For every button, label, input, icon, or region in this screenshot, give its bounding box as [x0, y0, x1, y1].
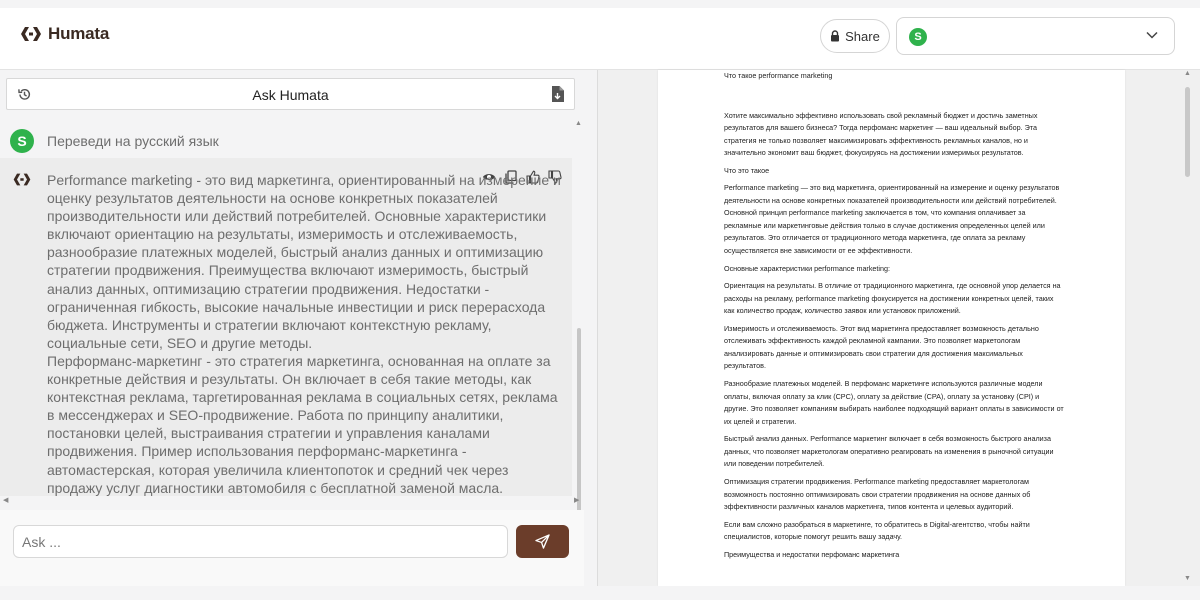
ask-humata-bar: [6, 78, 575, 110]
document-viewer: [597, 70, 1200, 586]
send-icon: [535, 534, 550, 549]
user-message-text: Переведи на русский язык: [47, 133, 219, 149]
send-button[interactable]: [516, 525, 569, 558]
chat-panel: [0, 70, 596, 586]
brand[interactable]: [20, 24, 109, 44]
doc-paragraph: Разнообразие платежных моделей. В перфоманс маркетинге используются различные модели оплаты, включая оплату за клик (CPC), оплату за действие (CPA), оплату за установку (CPI) и другие. Это позволяет компаниям выбирать наиболее подходящий вариант оплаты в зависимости от их целей и стратегии.: [724, 379, 1064, 426]
document-avatar: S: [909, 28, 927, 46]
pdf-export-icon[interactable]: [551, 86, 564, 102]
doc-paragraph: Если вам сложно разобраться в маркетинге, то обратитесь в Digital-агентство, чтобы найти специалистов, которые помогут решить вашу задачу.: [724, 519, 1030, 542]
doc-paragraph: Основные характеристики performance marketing:: [724, 263, 891, 273]
answer-paragraph: Performance marketing - это вид маркетинга, ориентированный на измерение и оценку результатов деятельности на основе конкретных показателей производительности или действий потребителей. Основные характеристики включают ориентацию на результаты, измеримость и отслеживаемость, разнообразие платежных моделей, быстрый анализ данных и оптимизацию стратегии продвижения. Преимущества включают измеримость, быстрый анализ данных, оптимизацию стратегии продвижения. Недостатки - ограниченная гибкость, высокие начальные инвестиции и риск перерасхода бюджета. Инструменты и стратегии включают контекстную рекламу, социальные сети, SEO и другие методы.: [47, 172, 561, 351]
assistant-message: [0, 158, 572, 496]
scroll-up-arrow-icon[interactable]: ▲: [575, 120, 582, 127]
chat-input-area: [0, 510, 584, 586]
brand-name: Humata: [48, 24, 110, 43]
doc-paragraph: Performance marketing — это вид маркетинга, ориентированный на измерение и оценку результатов деятельности на основе конкретных показателей производительности или действий потребителей. Основной принцип performance marketing заключается в том, что компания оплачивает за рекламные или маркетинговые действия только в случае достижения определенных целей или результатов. Это отличается от традиционного метода маркетинга, где оплата за рекламу осуществляется вне зависимости от ее эффективности.: [724, 183, 1060, 255]
humata-bot-icon: [12, 172, 32, 187]
share-button[interactable]: [820, 19, 890, 53]
doc-scroll-up-arrow-icon[interactable]: ▲: [1184, 70, 1191, 77]
document-scrollbar[interactable]: [1183, 70, 1193, 586]
user-message: [0, 122, 572, 158]
doc-paragraph: Измеримость и отслеживаемость. Этот вид маркетинга предоставляет возможность детально отслеживать эффективность каждой рекламной кампании. Это позволяет маркетологам анализировать данные и оптимизировать свои стратегии для достижения максимальных результатов.: [724, 323, 1039, 371]
answer-paragraph: Перформанс-маркетинг - это стратегия маркетинга, основанная на оплате за конкретные действия и результаты. Он включает в себя такие методы, как контекстная реклама, таргетированная реклама в социальных сетях, реклама в мессенджерах и SEO-продвижение. Работа по принципу аналитики, постановки целей, выстраивания стратегии и управления каналами продвижения. Пример использования перформанс-маркетинга - автомастерская, которая увеличила клиентопоток и средний чек через продажу услуг диагностики автомобиля с бесплатной заменой масла.: [47, 352, 558, 496]
share-label: Share: [845, 28, 880, 44]
chat-horizontal-scrollbar[interactable]: [0, 496, 584, 506]
document-page: [658, 70, 1125, 586]
doc-paragraph: Хотите максимально эффективно использовать свой рекламный бюджет и достичь заметных результатов для вашего бизнеса? Тогда перфоманс маркетинг — ваш идеальный выбор. Эта стратегия не только позволяет максимизировать эффективность рекламных каналов, но и значительно экономит ваш бюджет, фокусируясь на достижении измеримых результатов.: [724, 110, 1038, 157]
doc-paragraph: Преимущества и недостатки перфоманс маркетинга: [724, 549, 900, 559]
document-scrollbar-thumb[interactable]: [1185, 87, 1190, 177]
doc-paragraph: Быстрый анализ данных. Performance маркетинг включает в себя возможность быстрого анализа данных, что позволяет маркетологам оперативно реагировать на изменения в рыночной ситуации или поведении потребителей.: [724, 434, 1054, 469]
scroll-left-arrow-icon[interactable]: ◀: [3, 497, 9, 504]
doc-scroll-down-arrow-icon[interactable]: ▼: [1184, 575, 1191, 582]
chevron-down-icon: [1146, 31, 1158, 39]
ask-input[interactable]: [13, 525, 508, 558]
doc-paragraph: Что это такое: [724, 165, 770, 175]
lock-icon: [830, 30, 840, 42]
assistant-answer-text: [47, 171, 562, 497]
document-content: [724, 70, 1064, 567]
doc-paragraph: Что такое performance marketing: [724, 71, 833, 80]
doc-paragraph: Оптимизация стратегии продвижения. Performance marketing предоставляет маркетологам возможность постоянно оптимизировать свои стратегии продвижения на основе данных об эффективности различных каналов маркетинга, типов контента и целевых аудиторий.: [724, 477, 1031, 511]
user-avatar: S: [10, 129, 34, 153]
chat-title: Ask Humata: [252, 87, 329, 103]
humata-logo-icon: [20, 25, 42, 43]
bottom-strip: [0, 586, 1200, 600]
doc-paragraph: Ориентация на результаты. В отличие от традиционного маркетинга, где основной упор делается на расходы на рекламу, performance marketing фокусируется на достижении конкретных целей, таких как количество продаж, количество заявок или установок приложений.: [724, 281, 1061, 316]
document-select[interactable]: [896, 17, 1175, 55]
top-header: [0, 8, 1200, 70]
chat-vertical-scrollbar[interactable]: [574, 118, 584, 498]
scroll-right-arrow-icon[interactable]: ▶: [574, 497, 580, 504]
